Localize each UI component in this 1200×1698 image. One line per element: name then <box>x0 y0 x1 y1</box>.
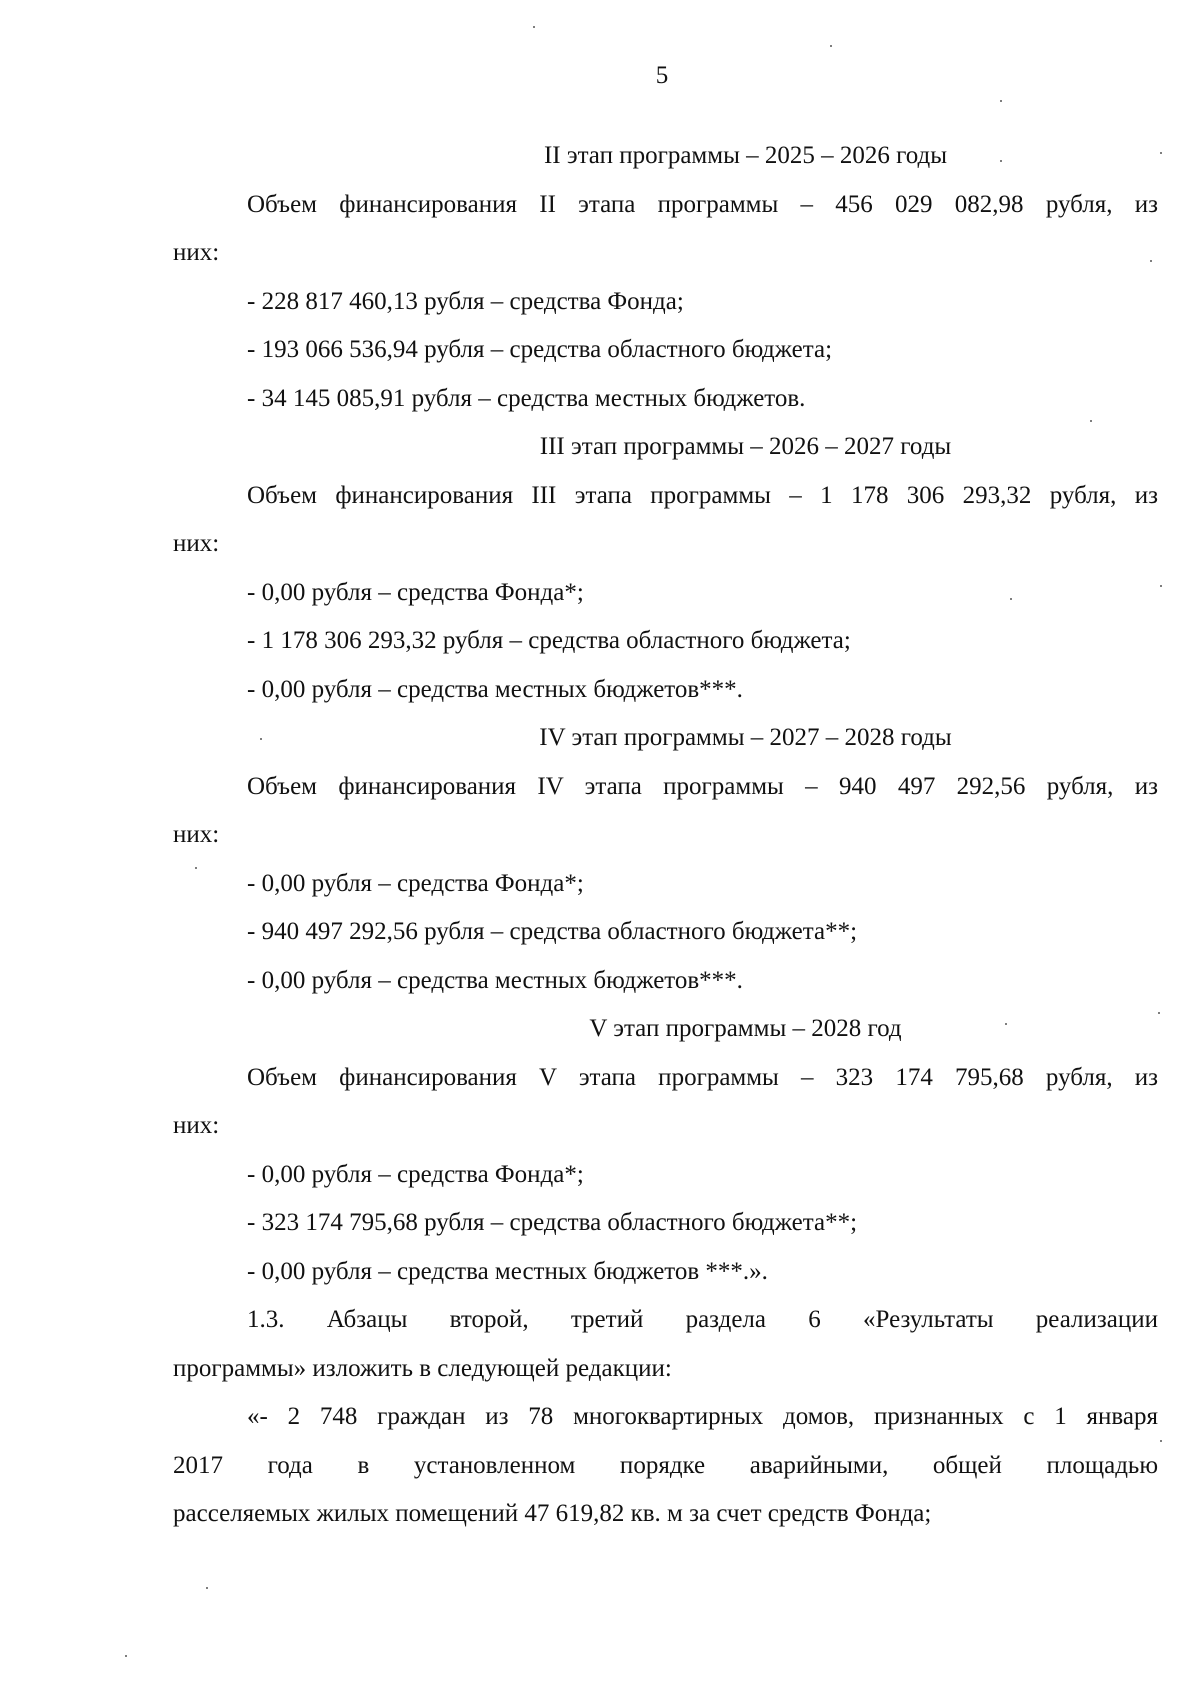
funding-intro-line: Объем финансирования IV этапа программы – 940 497 292,56 рубля, из <box>247 772 1158 800</box>
funding-intro-continuation: них: <box>173 1112 220 1139</box>
scan-speck <box>1160 152 1162 154</box>
amendment-paragraph <box>173 1296 1158 1393</box>
funding-item: - 0,00 рубля – средства Фонда*; <box>247 869 584 897</box>
scan-speck <box>1160 585 1162 587</box>
funding-item: - 0,00 рубля – средства местных бюджетов ***.». <box>247 1257 768 1285</box>
scan-speck <box>1158 1012 1160 1014</box>
stage-section <box>173 132 1158 423</box>
scan-speck <box>260 738 262 740</box>
scan-speck <box>195 867 197 869</box>
funding-intro-line: Объем финансирования V этапа программы – 323 174 795,68 рубля, из <box>247 1063 1158 1091</box>
funding-intro-continuation: них: <box>173 530 220 557</box>
scan-speck <box>1090 420 1092 422</box>
stage-heading: III этап программы – 2026 – 2027 годы <box>539 433 952 460</box>
funding-intro-continuation: них: <box>173 821 220 848</box>
amendment-line: программы» изложить в следующей редакции: <box>173 1354 672 1382</box>
funding-item: - 193 066 536,94 рубля – средства областного бюджета; <box>247 336 833 363</box>
funding-item: - 34 145 085,91 рубля – средства местных бюджетов. <box>247 384 806 412</box>
stage-section <box>173 714 1158 1005</box>
scan-speck <box>1005 1023 1007 1025</box>
scan-speck <box>1160 1440 1162 1442</box>
funding-item: - 0,00 рубля – средства местных бюджетов***. <box>247 675 743 703</box>
funding-item: - 0,00 рубля – средства местных бюджетов***. <box>247 966 743 994</box>
page-number: 5 <box>655 62 669 89</box>
quote-line: 2017 года в установленном порядке аварийными, общей площадью <box>173 1451 1158 1479</box>
funding-item: - 323 174 795,68 рубля – средства областного бюджета**; <box>247 1209 858 1236</box>
funding-item: - 0,00 рубля – средства Фонда*; <box>247 1160 584 1188</box>
funding-intro-line: Объем финансирования III этапа программы – 1 178 306 293,32 рубля, из <box>247 481 1158 509</box>
funding-intro-line: Объем финансирования II этапа программы – 456 029 082,98 рубля, из <box>247 190 1158 218</box>
funding-item: - 228 817 460,13 рубля – средства Фонда; <box>247 287 684 315</box>
stage-heading: V этап программы – 2028 год <box>589 1015 902 1042</box>
scan-speck <box>1000 160 1002 162</box>
quote-line: «- 2 748 граждан из 78 многоквартирных домов, признанных с 1 января <box>247 1403 1158 1430</box>
scan-speck <box>206 1587 208 1589</box>
stage-section <box>173 1005 1158 1296</box>
scan-speck <box>1010 598 1012 600</box>
amendment-line: 1.3. Абзацы второй, третий раздела 6 «Результаты реализации <box>247 1306 1158 1333</box>
document-body <box>173 132 1158 1539</box>
funding-item: - 940 497 292,56 рубля – средства областного бюджета**; <box>247 918 858 945</box>
stage-heading: IV этап программы – 2027 – 2028 годы <box>539 724 952 751</box>
scan-speck <box>830 45 832 47</box>
scan-speck <box>1000 100 1002 102</box>
scan-speck <box>533 26 535 28</box>
funding-item: - 0,00 рубля – средства Фонда*; <box>247 578 584 606</box>
stage-heading: II этап программы – 2025 – 2026 годы <box>543 142 948 169</box>
quote-line: расселяемых жилых помещений 47 619,82 кв. м за счет средств Фонда; <box>173 1500 932 1527</box>
funding-intro-continuation: них: <box>173 239 220 266</box>
funding-item: - 1 178 306 293,32 рубля – средства областного бюджета; <box>247 627 851 654</box>
quoted-results-paragraph <box>173 1393 1158 1539</box>
scan-speck <box>1150 260 1152 262</box>
stage-section <box>173 423 1158 714</box>
scan-speck <box>125 1655 127 1657</box>
